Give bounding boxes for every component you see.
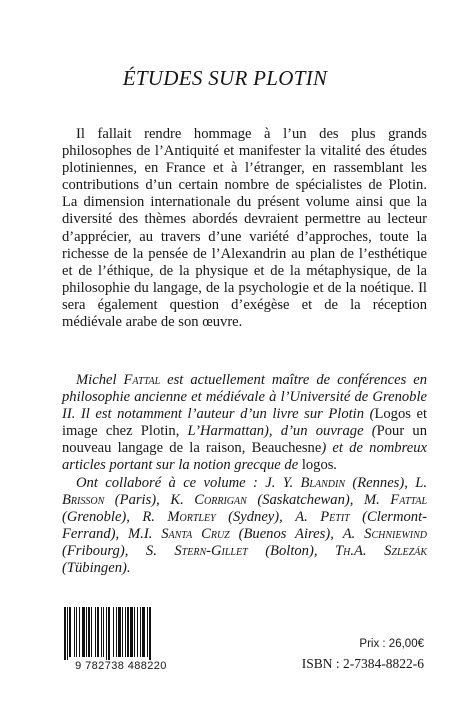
collaborator-name: R. Mortley (142, 509, 216, 526)
collaborator-name: A. Petit (295, 509, 350, 526)
collaborator-name: S. Stern-Gillet (145, 543, 248, 560)
price: Prix : 26,00€ (359, 638, 424, 650)
collaborator-place: (Saskatchewan) (246, 492, 350, 509)
isbn: ISBN : 2-7384-8822-6 (301, 656, 424, 671)
book-title: ÉTUDES SUR PLOTIN (122, 66, 328, 90)
collaborator-name: J. Y. Blandin (265, 475, 345, 491)
collaborators-paragraph (62, 475, 427, 578)
author-text: . (333, 457, 338, 474)
description-paragraph: Il fallait rendre hommage à l’un des plus grands philosophes de l’Antiquité et manifester la vitalité des études plotiniennes, en France et à l’étranger, en rassemblant les contributions d’un certain nombre de spécialistes de Plotin. La dimension internationale du présent volume ainsi que la diversité des thèmes abordés devraient permettre au lecteur d’apprécier, au travers d’une variété d’approches, toute la richesse de la pensée de l’Alexandrin au plan de l’esthétique et de l’éthique, de la physique et de la métaphysique, de la philosophie du langage, de la psychologie et de la noétique. Il sera également question d’exégèse et de la réception médiévale arabe de son œuvre. (62, 126, 427, 331)
collaborator-place: (Fribourg) (62, 543, 125, 560)
publisher-1: L’Harmattan (187, 423, 265, 440)
collaborator-place: (Tübingen) (62, 560, 127, 577)
author-text: , (175, 423, 188, 440)
collaborator-name: L. Brisson (62, 475, 428, 509)
collaborators-intro: Ont collaboré à ce volume : (76, 475, 266, 491)
author-text: ) et de nombreux articles portant sur la notion grecque de (62, 440, 427, 474)
author-first-name: Michel (76, 372, 124, 388)
collaborator-name: Th.A. Szlezák (335, 543, 427, 560)
publisher-2: Beauchesne (251, 440, 322, 457)
collaborators-list: J. Y. Blandin (Rennes), L. Brisson (Paris), K. Corrigan (Saskatchewan), M. Fattal (Grenoble), R. Mortley (Sydney), A. Petit (Clermont-Ferrand), M.I. Santa Cruz (Buenos Aires), A. Schniewind (Fribourg), S. Stern-Gillet (Bolton), Th.A. Szlezák (Tübingen). (62, 475, 428, 577)
keyword-logos: logos (301, 457, 334, 474)
collaborator-place: (Sydney) (215, 509, 280, 526)
collaborator-name: A. Schniewind (342, 526, 428, 543)
author-text: ), d’un ouvrage ( (264, 423, 377, 440)
barcode-digits: 9 782738 488220 (62, 660, 180, 672)
collaborator-name: M. Fattal (363, 492, 428, 509)
collaborator-place: (Grenoble) (62, 509, 127, 526)
author-bio (62, 372, 427, 475)
author-text: est actuellement maître de conférences en philosophie ancienne et médiévale à l’Université de Grenoble II. Il est notamment l’auteur d’un livre sur Plotin ( (62, 372, 427, 423)
collaborator-place: (Bolton) (247, 543, 314, 560)
collaborator-name: M.I. Santa Cruz (128, 526, 230, 543)
collaborator-place: (Clermont-Ferrand) (62, 509, 428, 543)
book-title-1: Logos et image chez Plotin (62, 406, 428, 440)
back-cover-description (62, 126, 427, 331)
collaborator-name: K. Corrigan (170, 492, 247, 509)
barcode-image (62, 607, 180, 663)
author-last-name: Fattal (123, 372, 161, 388)
collaborator-place: (Paris) (104, 492, 157, 509)
collaborator-place: (Buenos Aires) (229, 526, 331, 543)
book-title-2: Pour un nouveau langage de la raison (62, 423, 427, 457)
author-text: , (241, 440, 252, 457)
collaborator-place: (Rennes) (345, 475, 405, 491)
